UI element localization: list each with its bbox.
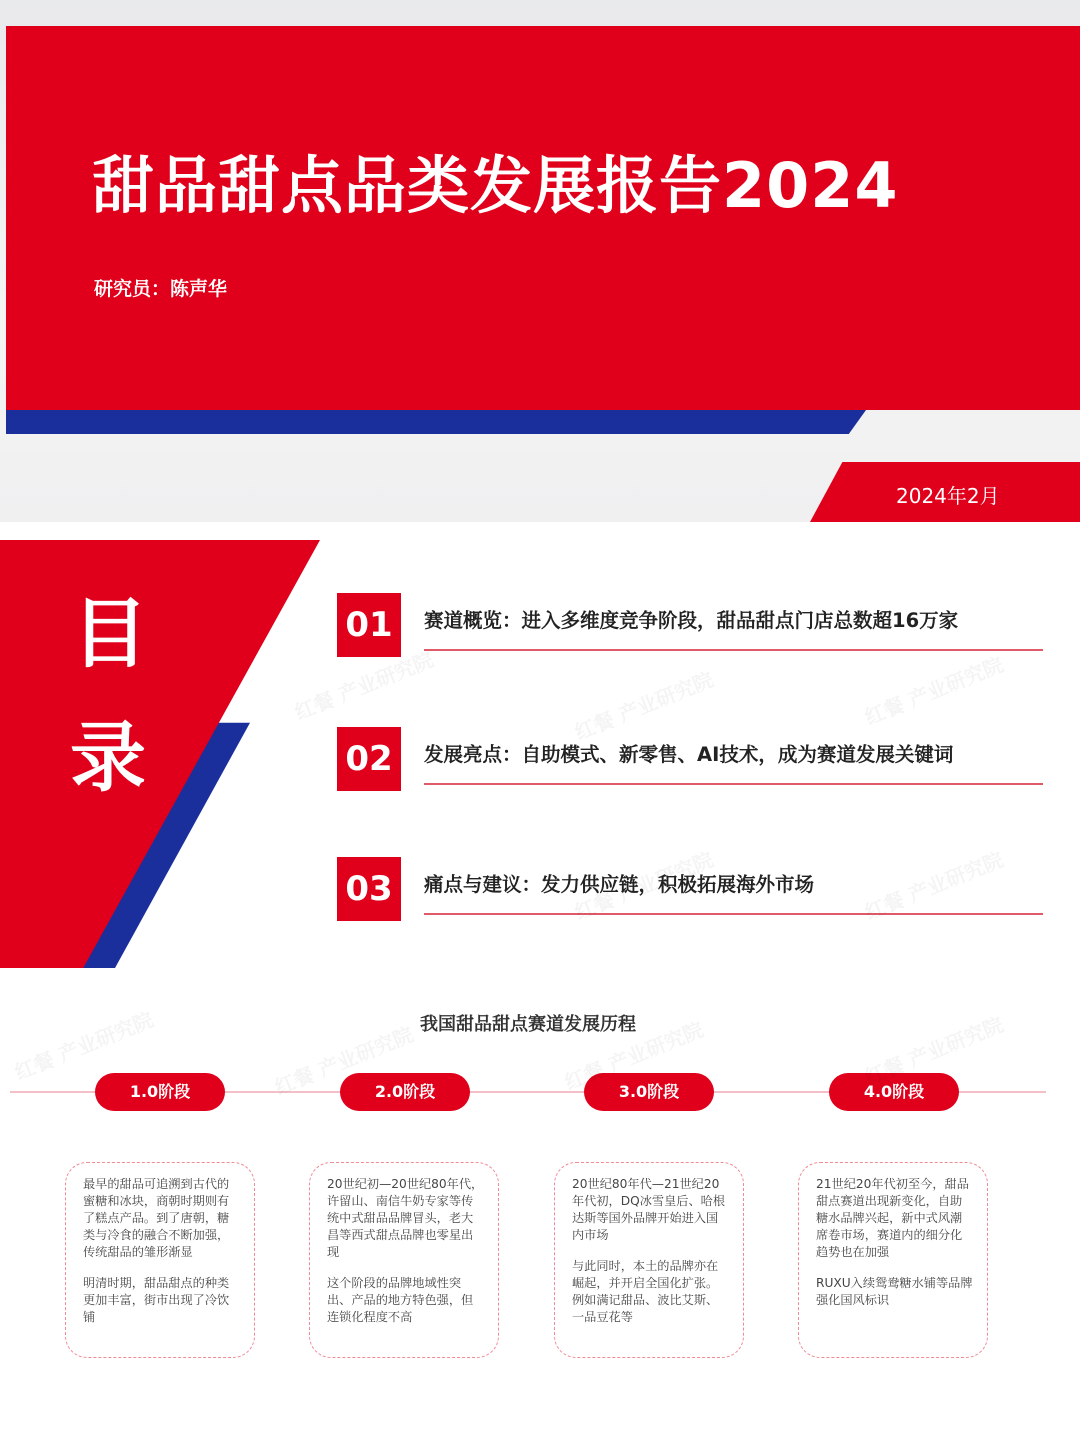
stage-paragraph: 明清时期，甜品甜点的种类更加丰富，街市出现了冷饮铺: [83, 1276, 230, 1324]
toc-slide: [0, 522, 1080, 968]
toc-red-shape: [0, 540, 320, 968]
history-title: 我国甜品甜点赛道发展历程: [420, 1014, 636, 1035]
stage-paragraph: 与此同时，本土的品牌亦在崛起，并开启全国化扩张。例如满记甜品、波比艾斯、一品豆花等: [572, 1259, 719, 1324]
report-title: 甜品甜点品类发展报告2024: [92, 149, 899, 222]
toc-item-02: [337, 727, 1043, 797]
toc-divider: [424, 783, 1043, 785]
stage-pill-3: 3.0阶段: [584, 1073, 714, 1111]
stage-card-4: [798, 1162, 988, 1358]
stage-paragraph: 这个阶段的品牌地域性突出、产品的地方特色强，但连锁化程度不高: [327, 1276, 474, 1324]
toc-heading-char-1: 目: [72, 589, 148, 678]
toc-item-text: 赛道概览：进入多维度竞争阶段，甜品甜点门店总数超16万家: [424, 609, 959, 632]
toc-item-number: 02: [337, 727, 401, 791]
stage-paragraph: 21世纪20年代初至今，甜品甜点赛道出现新变化，自助糖水品牌兴起，新中式风潮席卷市场，赛道内的细分化趋势也在加强: [816, 1177, 969, 1259]
stage-paragraph: 20世纪80年代—21世纪20年代初，DQ冰雪皇后、哈根达斯等国外品牌开始进入国内市场: [572, 1177, 726, 1242]
toc-heading-char-2: 录: [70, 713, 146, 802]
history-section: [0, 968, 1080, 1440]
toc-item-number: 01: [337, 593, 401, 657]
stage-pill-2: 2.0阶段: [340, 1073, 470, 1111]
toc-divider: [424, 913, 1043, 915]
toc-divider: [424, 649, 1043, 651]
toc-item-number: 03: [337, 857, 401, 921]
toc-item-01: [337, 593, 1043, 663]
toc-item-text: 痛点与建议：发力供应链，积极拓展海外市场: [424, 873, 815, 896]
stage-paragraph: 20世纪初—20世纪80年代，许留山、南信牛奶专家等传统中式甜品品牌冒头，老大昌等西式甜点品牌也零星出现: [327, 1177, 484, 1259]
toc-item-text: 发展亮点：自助模式、新零售、AI技术，成为赛道发展关键词: [424, 743, 954, 766]
stage-paragraph: 最早的甜品可追溯到古代的蜜糖和冰块，商朝时期则有了糕点产品。到了唐朝，糖类与冷食的融合不断加强，传统甜品的雏形渐显: [83, 1177, 230, 1259]
report-date: 2024年2月: [896, 484, 1000, 508]
cover-blue-stripe: [6, 410, 866, 434]
stage-paragraph: RUXU入续鸳鸯糖水铺等品牌强化国风标识: [816, 1276, 973, 1307]
stage-card-3: [554, 1162, 744, 1358]
stage-card-2: [309, 1162, 499, 1358]
researcher-name: 研究员：陈声华: [94, 278, 228, 300]
toc-item-03: [337, 857, 1043, 927]
cover-slide: [0, 0, 1080, 522]
stage-card-1: [65, 1162, 255, 1358]
stage-pill-1: 1.0阶段: [95, 1073, 225, 1111]
stage-pill-4: 4.0阶段: [829, 1073, 959, 1111]
